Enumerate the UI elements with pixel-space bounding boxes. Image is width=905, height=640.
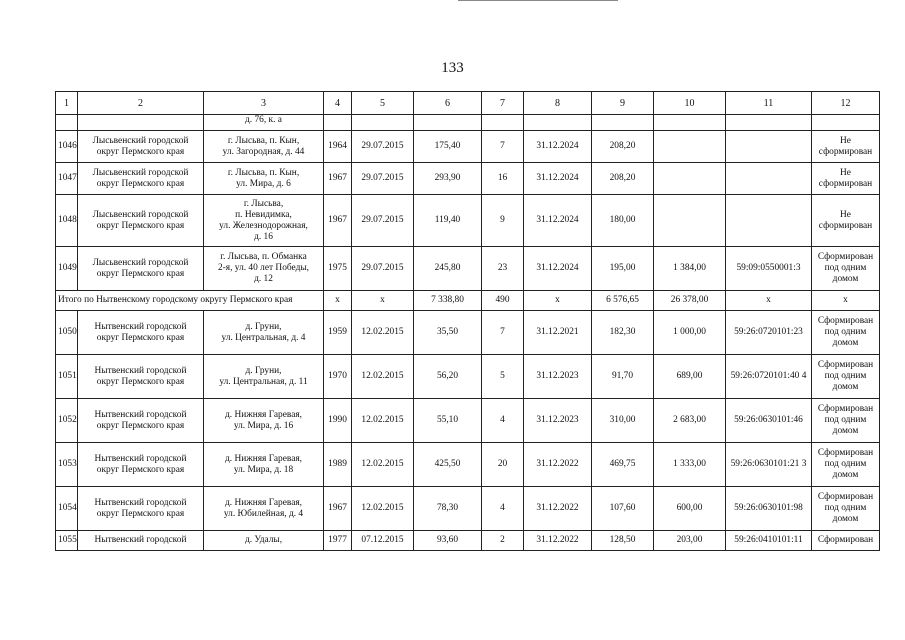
year-cell: 1970 <box>324 355 352 399</box>
deadline-cell: 31.12.2023 <box>524 399 592 443</box>
date-cell: 07.12.2015 <box>352 531 414 551</box>
row-number: 1053 <box>56 443 78 487</box>
municipality-cell-line: округ Пермского края <box>96 508 185 519</box>
year-cell: 1975 <box>324 247 352 291</box>
area-cell: 175,40 <box>414 131 482 163</box>
table-row <box>56 163 880 195</box>
status-cell-line: домом <box>832 426 859 436</box>
status-cell <box>812 247 880 291</box>
municipality-cell-line: округ Пермского края <box>96 178 185 189</box>
status-cell <box>812 531 880 551</box>
table-row <box>56 195 880 247</box>
status-cell-line: Не сформирован <box>818 135 873 157</box>
cadastral-cell: 59:26:0630101:46 <box>726 399 812 443</box>
table-row <box>56 531 880 551</box>
municipality-cell-line: округ Пермского края <box>96 146 185 157</box>
residents-cell: 4 <box>482 399 524 443</box>
row-number: 1048 <box>56 195 78 247</box>
cadastral-cell: 59:26:0720101:40 4 <box>726 355 812 399</box>
header-cell: 4 <box>324 92 352 115</box>
total-cell: 490 <box>482 291 524 311</box>
year-cell: 1989 <box>324 443 352 487</box>
area-cell: 119,40 <box>414 195 482 247</box>
status-cell-line: под одним <box>824 503 867 513</box>
table-row <box>56 399 880 443</box>
table-body <box>56 92 880 551</box>
address-cell-line: д. 16 <box>254 231 273 242</box>
status-cell-line: Не сформирован <box>818 209 873 231</box>
value-cell: 128,50 <box>592 531 654 551</box>
municipality-cell-line: Нытвенский городской <box>94 535 187 545</box>
value-cell: 689,00 <box>654 355 726 399</box>
row-number: 1054 <box>56 487 78 531</box>
value-cell: 182,30 <box>592 311 654 355</box>
status-cell <box>812 443 880 487</box>
status-cell-line: Сформирован <box>817 535 874 545</box>
date-cell: 29.07.2015 <box>352 247 414 291</box>
header-cell: 7 <box>482 92 524 115</box>
address-cell-line: д. Удалы, <box>244 535 283 545</box>
date-cell: 12.02.2015 <box>352 487 414 531</box>
status-cell-line: домом <box>832 338 859 348</box>
address-cell: д. 76, к. а <box>204 115 324 131</box>
cadastral-cell: 59:26:0410101:11 <box>726 531 812 551</box>
value-cell <box>654 163 726 195</box>
value-cell: 107,60 <box>592 487 654 531</box>
header-cell: 2 <box>78 92 204 115</box>
header-cell: 9 <box>592 92 654 115</box>
status-cell-line: под одним <box>824 327 867 337</box>
municipality-cell <box>78 247 204 291</box>
year-cell: 1959 <box>324 311 352 355</box>
deadline-cell: 31.12.2021 <box>524 311 592 355</box>
register-table <box>55 91 880 551</box>
municipality-cell-line: Нытвенский городской <box>94 453 187 464</box>
municipality-cell-line: Нытвенский городской <box>94 365 187 376</box>
status-cell-line: Сформирован <box>817 448 874 458</box>
address-cell-line: ул. Мира, д. 18 <box>233 464 294 475</box>
row-number: 1050 <box>56 311 78 355</box>
total-cell: 6 576,65 <box>592 291 654 311</box>
municipality-cell-line: Лысьвенский городской <box>92 209 189 220</box>
deadline-cell: 31.12.2024 <box>524 195 592 247</box>
value-cell: 1 000,00 <box>654 311 726 355</box>
status-cell <box>812 355 880 399</box>
status-cell-line: Не сформирован <box>818 167 873 189</box>
deadline-cell: 31.12.2022 <box>524 531 592 551</box>
address-cell <box>204 487 324 531</box>
municipality-cell-line: округ Пермского края <box>96 464 185 475</box>
value-cell <box>654 131 726 163</box>
municipality-cell <box>78 195 204 247</box>
header-cell: 10 <box>654 92 726 115</box>
municipality-cell <box>78 531 204 551</box>
address-cell-line: п. Невидимка, <box>235 209 292 220</box>
municipality-cell <box>78 487 204 531</box>
area-cell: 293,90 <box>414 163 482 195</box>
header-cell: 8 <box>524 92 592 115</box>
value-cell: 1 384,00 <box>654 247 726 291</box>
date-cell: 12.02.2015 <box>352 311 414 355</box>
header-row <box>56 92 880 115</box>
row-number: 1051 <box>56 355 78 399</box>
area-cell: 56,20 <box>414 355 482 399</box>
status-cell <box>812 487 880 531</box>
year-cell: 1967 <box>324 163 352 195</box>
address-cell-line: г. Лысьва, п. Кын, <box>227 135 300 146</box>
date-cell: 12.02.2015 <box>352 443 414 487</box>
address-cell-line: ул. Железнодорожная, <box>219 220 308 231</box>
address-cell <box>204 247 324 291</box>
value-cell: 208,20 <box>592 163 654 195</box>
header-cell: 11 <box>726 92 812 115</box>
municipality-cell <box>78 355 204 399</box>
status-cell <box>812 311 880 355</box>
cadastral-cell: 59:26:0630101:21 3 <box>726 443 812 487</box>
value-cell: 2 683,00 <box>654 399 726 443</box>
year-cell: 1964 <box>324 131 352 163</box>
municipality-cell-line: Нытвенский городской <box>94 321 187 332</box>
status-cell-line: Сформирован <box>817 404 874 414</box>
municipality-cell-line: округ Пермского края <box>96 220 185 231</box>
municipality-cell-line: Нытвенский городской <box>94 497 187 508</box>
status-cell-line: под одним <box>824 459 867 469</box>
value-cell <box>654 195 726 247</box>
deadline-cell: 31.12.2023 <box>524 355 592 399</box>
residents-cell: 2 <box>482 531 524 551</box>
status-cell-line: домом <box>832 470 859 480</box>
year-cell: 1977 <box>324 531 352 551</box>
total-cell: 26 378,00 <box>654 291 726 311</box>
municipality-cell-line: округ Пермского края <box>96 268 185 279</box>
row-number: 1052 <box>56 399 78 443</box>
address-cell-line: д. Груни, <box>245 321 282 332</box>
address-cell <box>204 195 324 247</box>
address-cell-line: г. Лысьва, п. Обманка <box>220 252 307 262</box>
municipality-cell <box>78 131 204 163</box>
address-cell-line: г. Лысьва, <box>243 198 284 209</box>
value-cell: 91,70 <box>592 355 654 399</box>
total-cell: x <box>726 291 812 311</box>
cadastral-cell: 59:09:0550001:3 <box>726 247 812 291</box>
municipality-cell-line: Лысьвенский городской <box>92 257 189 268</box>
residents-cell: 20 <box>482 443 524 487</box>
year-cell: 1967 <box>324 487 352 531</box>
date-cell: 29.07.2015 <box>352 195 414 247</box>
table-row <box>56 131 880 163</box>
address-cell-line: д. Нижняя Гаревая, <box>224 497 303 508</box>
address-cell-line: д. 12 <box>254 274 273 284</box>
address-cell-line: ул. Мира, д. 16 <box>233 420 294 431</box>
header-cell: 5 <box>352 92 414 115</box>
date-cell: 29.07.2015 <box>352 131 414 163</box>
status-cell <box>812 399 880 443</box>
status-cell-line: Сформирован <box>817 492 874 502</box>
municipality-cell-line: Лысьвенский городской <box>92 167 189 178</box>
address-cell <box>204 355 324 399</box>
area-cell: 93,60 <box>414 531 482 551</box>
address-cell-line: ул. Мира, д. 6 <box>236 178 291 189</box>
total-label: Итого по Нытвенскому городскому округу Пермского края <box>56 291 324 311</box>
date-cell: 29.07.2015 <box>352 163 414 195</box>
address-cell <box>204 443 324 487</box>
status-cell-line: под одним <box>824 371 867 381</box>
header-cell: 3 <box>204 92 324 115</box>
municipality-cell <box>78 311 204 355</box>
status-cell-line: под одним <box>824 415 867 425</box>
cadastral-cell <box>726 195 812 247</box>
deadline-cell: 31.12.2024 <box>524 247 592 291</box>
header-cell: 12 <box>812 92 880 115</box>
value-cell: 203,00 <box>654 531 726 551</box>
address-cell-line: ул. Юбилейная, д. 4 <box>223 508 304 519</box>
status-cell-line: домом <box>832 382 859 392</box>
cadastral-cell <box>726 131 812 163</box>
row-number: 1047 <box>56 163 78 195</box>
municipality-cell <box>78 399 204 443</box>
value-cell: 180,00 <box>592 195 654 247</box>
value-cell: 600,00 <box>654 487 726 531</box>
residents-cell: 23 <box>482 247 524 291</box>
area-cell: 425,50 <box>414 443 482 487</box>
value-cell: 310,00 <box>592 399 654 443</box>
municipality-cell-line: округ Пермского края <box>96 420 185 431</box>
address-cell <box>204 131 324 163</box>
address-cell-line: д. Нижняя Гаревая, <box>224 453 303 464</box>
total-cell: x <box>812 291 880 311</box>
table-row <box>56 355 880 399</box>
row-number: 1049 <box>56 247 78 291</box>
address-cell-line: ул. Загородная, д. 44 <box>222 146 305 157</box>
total-cell: x <box>352 291 414 311</box>
residents-cell: 4 <box>482 487 524 531</box>
top-rule <box>458 0 618 1</box>
residents-cell: 5 <box>482 355 524 399</box>
residents-cell: 7 <box>482 131 524 163</box>
header-cell: 1 <box>56 92 78 115</box>
page-number: 133 <box>441 60 464 76</box>
residents-cell: 9 <box>482 195 524 247</box>
table-row <box>56 311 880 355</box>
table-row <box>56 487 880 531</box>
status-cell-line: под одним <box>824 263 867 273</box>
cadastral-cell <box>726 163 812 195</box>
residents-cell: 16 <box>482 163 524 195</box>
row-number: 1046 <box>56 131 78 163</box>
municipality-cell <box>78 163 204 195</box>
deadline-cell: 31.12.2024 <box>524 131 592 163</box>
address-cell <box>204 531 324 551</box>
status-cell <box>812 163 880 195</box>
value-cell: 195,00 <box>592 247 654 291</box>
total-cell: x <box>324 291 352 311</box>
status-cell-line: Сформирован <box>817 360 874 370</box>
status-cell-line: Сформирован <box>817 252 874 262</box>
address-cell-line: д. Нижняя Гаревая, <box>224 409 303 420</box>
total-row <box>56 291 880 311</box>
status-cell <box>812 195 880 247</box>
header-cell: 6 <box>414 92 482 115</box>
area-cell: 55,10 <box>414 399 482 443</box>
address-cell <box>204 311 324 355</box>
address-cell-line: д. Груни, <box>245 365 282 376</box>
municipality-cell-line: округ Пермского края <box>96 376 185 387</box>
address-cell-line: ул. Центральная, д. 4 <box>221 332 306 343</box>
address-cell-line: г. Лысьва, п. Кын, <box>227 167 300 178</box>
address-cell <box>204 399 324 443</box>
value-cell: 1 333,00 <box>654 443 726 487</box>
status-cell-line: домом <box>832 274 859 284</box>
municipality-cell-line: Нытвенский городской <box>94 409 187 420</box>
status-cell-line: Сформирован <box>817 316 874 326</box>
year-cell: 1990 <box>324 399 352 443</box>
value-cell: 208,20 <box>592 131 654 163</box>
deadline-cell: 31.12.2024 <box>524 163 592 195</box>
municipality-cell <box>78 443 204 487</box>
table-row <box>56 443 880 487</box>
area-cell: 35,50 <box>414 311 482 355</box>
total-cell: x <box>524 291 592 311</box>
status-cell <box>812 131 880 163</box>
area-cell: 78,30 <box>414 487 482 531</box>
municipality-cell-line: Лысьвенский городской <box>92 135 189 146</box>
row-number: 1055 <box>56 531 78 551</box>
date-cell: 12.02.2015 <box>352 399 414 443</box>
value-cell: 469,75 <box>592 443 654 487</box>
cadastral-cell: 59:26:0630101:98 <box>726 487 812 531</box>
address-cell-line: 2-я, ул. 40 лет Победы, <box>217 263 309 273</box>
continuation-row <box>56 115 880 131</box>
year-cell: 1967 <box>324 195 352 247</box>
total-cell: 7 338,80 <box>414 291 482 311</box>
deadline-cell: 31.12.2022 <box>524 487 592 531</box>
cadastral-cell: 59:26:0720101:23 <box>726 311 812 355</box>
address-cell <box>204 163 324 195</box>
table-row <box>56 247 880 291</box>
status-cell-line: домом <box>832 514 859 524</box>
municipality-cell-line: округ Пермского края <box>96 332 185 343</box>
deadline-cell: 31.12.2022 <box>524 443 592 487</box>
residents-cell: 7 <box>482 311 524 355</box>
address-cell-line: ул. Центральная, д. 11 <box>219 376 308 387</box>
area-cell: 245,80 <box>414 247 482 291</box>
date-cell: 12.02.2015 <box>352 355 414 399</box>
